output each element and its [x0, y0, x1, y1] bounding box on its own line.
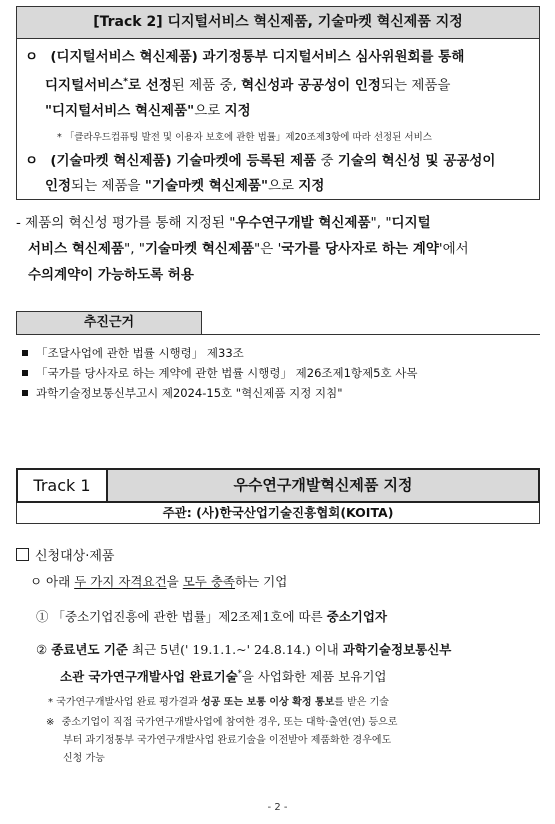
- bullet-marker: ㅇ: [25, 49, 39, 65]
- reference-note: ※ 중소기업이 직접 국가연구개발사업에 참여한 경우, 또는 대학·출연(연) 등으로 부터 과기정통부 국가연구개발사업 완료기술을 이전받아 제품화한 경우에도 신청 가능: [46, 717, 398, 764]
- basis-divider: [201, 334, 540, 335]
- eligibility-paragraph: - 제품의 혁신성 평가를 통해 지정된 "우수연구개발 혁신제품", "디지털 서비스 혁신제품", "기술마켓 혁신제품"은 '국가를 당사자로 하는 계약'에서 수의계약이 가능하도록 허용: [16, 215, 469, 283]
- basis-list: [22, 343, 542, 403]
- track1-host: 주관: (사)한국산업기술진흥협회(KOITA): [16, 503, 540, 524]
- track2-box: [16, 6, 540, 200]
- track1-label: Track 1: [18, 470, 108, 501]
- track2-header: [Track 2] 디지털서비스 혁신제품, 기술마켓 혁신제품 지정: [17, 7, 539, 39]
- square-bullet-icon: [22, 390, 28, 396]
- requirement-2: ② 종료년도 기준 최근 5년(' 19.1.1.~' 24.8.14.) 이내 과학기술정보통신부 소관 국가연구개발사업 완료기술*을 사업화한 제품 보유기업: [36, 642, 452, 685]
- square-bullet-icon: [22, 350, 28, 356]
- basis-title: 추진근거: [16, 311, 202, 335]
- basis-item: 「국가를 당사자로 하는 계약에 관한 법률 시행령」 제26조제1항제5호 사목: [22, 363, 542, 383]
- bullet-marker: ㅇ: [25, 153, 39, 169]
- basis-item: 과학기술정보통신부고시 제2024-15호 "혁신제품 지정 지침": [22, 383, 542, 403]
- section-intro: ㅇ 아래 두 가지 자격요건을 모두 충족하는 기업: [30, 574, 288, 589]
- square-bullet-icon: [22, 370, 28, 376]
- track2-item-digital: ㅇ (디지털서비스 혁신제품) 과기정통부 디지털서비스 심사위원회를 통해 디지털서비스*로 선정된 제품 중, 혁신성과 공공성이 인정되는 제품을 "디지털서비스 혁신제품"으로 지정: [25, 49, 465, 119]
- requirement-note: * 국가연구개발사업 완료 평가결과 성공 또는 보통 이상 확정 통보를 받은 기술: [48, 697, 389, 708]
- requirement-1: ① 「중소기업진흥에 관한 법률」제2조제1호에 따른 중소기업자: [36, 609, 388, 624]
- page-number: - 2 -: [267, 802, 288, 813]
- checkbox-square-icon: [16, 548, 29, 561]
- track1-header-box: [16, 468, 540, 503]
- item1-line1: (디지털서비스 혁신제품) 과기정통부 디지털서비스 심사위원회를 통해: [50, 49, 465, 65]
- section-title: 신청대상·제품: [16, 545, 114, 564]
- track2-footnote: * 「클라우드컴퓨팅 발전 및 이용자 보호에 관한 법률」제20조제3항에 따라 선정된 서비스: [57, 132, 432, 143]
- track1-title: 우수연구개발혁신제품 지정: [108, 470, 538, 501]
- basis-item: 「조달사업에 관한 법률 시행령」 제33조: [22, 343, 542, 363]
- track2-item-techmarket: ㅇ (기술마켓 혁신제품) 기술마켓에 등록된 제품 중 기술의 혁신성 및 공공성이 인정되는 제품을 "기술마켓 혁신제품"으로 지정: [25, 153, 496, 194]
